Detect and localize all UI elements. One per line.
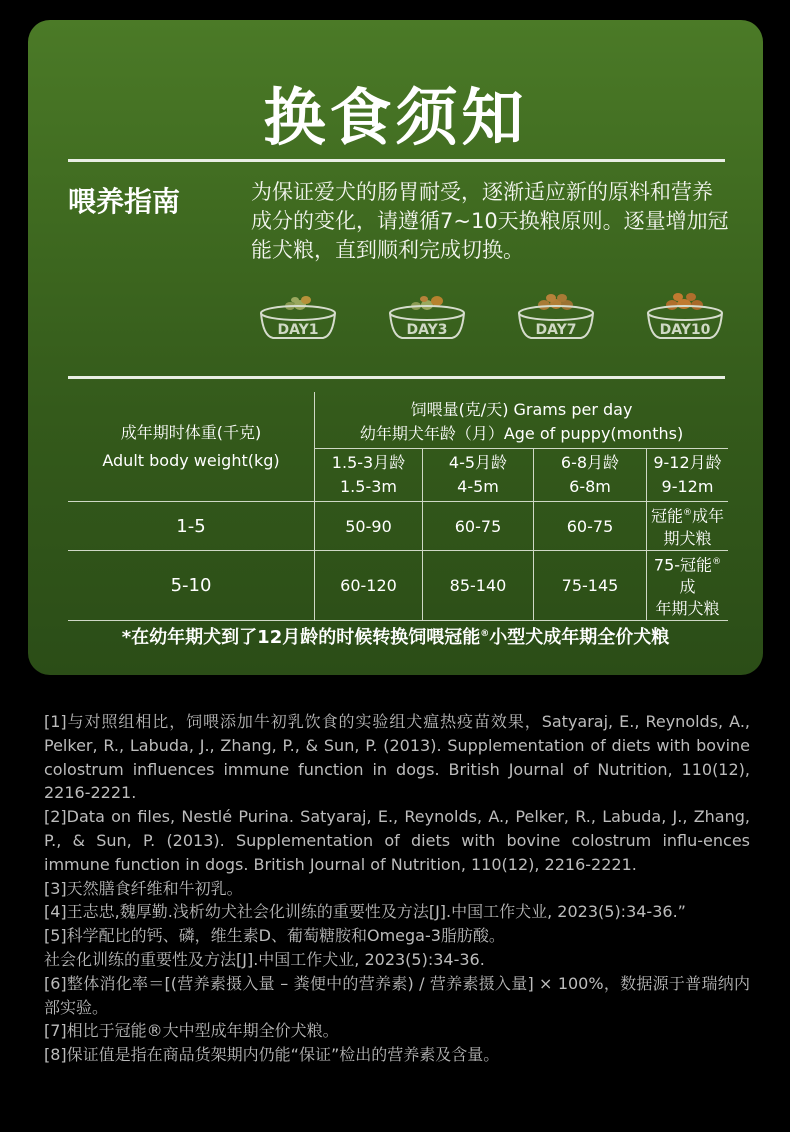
footnote xyxy=(28,623,763,649)
age-en: 9-12m xyxy=(661,477,714,496)
age-cn: 4-5月龄 xyxy=(448,453,508,472)
bowl-icon xyxy=(253,286,343,352)
age-cell xyxy=(647,449,729,502)
reference-item: [4]王志忠,魏厚勤.浅析幼犬社会化训练的重要性及方法[J].中国工作犬业, 2023(5):34-36.” xyxy=(44,902,686,922)
footnote-text: *在幼年期犬到了12月龄的时候转换饲喂冠能 xyxy=(121,627,481,648)
amount-cell: 75-145 xyxy=(534,551,647,621)
age-en: 4-5m xyxy=(457,477,499,496)
age-cn: 1.5-3月龄 xyxy=(331,453,406,472)
product-name: 冠能 xyxy=(650,506,683,526)
weight-cell: 1-5 xyxy=(68,502,315,551)
day-label: DAY10 xyxy=(659,322,711,338)
table-row xyxy=(68,551,728,621)
reference-item: [3]天然膳食纤维和牛初乳。 xyxy=(44,878,243,898)
age-cell xyxy=(534,449,647,502)
age-en: 1.5-3m xyxy=(340,477,397,496)
weight-header-cn: 成年期时体重(千克) xyxy=(120,422,262,442)
table-row xyxy=(68,502,728,551)
reference-item: [2]Data on files, Nestlé Purina. Satyaraj, E., Reynolds, A., Pelker, R., Labuda, J., Zhang, P., & Sun, P. (2013). Supplementation of diets with bovine colostrum influ-ences immune function in dogs. British Journal of Nutrition, 110(12), 2216-2221. xyxy=(44,807,750,874)
bowl-icon xyxy=(511,286,601,352)
product-name-line2: 年期犬粮 xyxy=(655,599,720,619)
age-cn: 6-8月龄 xyxy=(560,453,620,472)
registered-mark: ® xyxy=(480,629,490,639)
amount-cell xyxy=(647,551,729,621)
bowl-icon xyxy=(382,286,472,352)
page-title: 换食须知 xyxy=(263,81,528,154)
age-header-text: 幼年期犬年龄（月）Age of puppy(months) xyxy=(359,424,684,443)
amount-cell: 60-75 xyxy=(534,502,647,551)
reference-item: [1]与对照组相比，饲喂添加牛初乳饮食的实验组犬瘟热疫苗效果，Satyaraj, E., Reynolds, A., Pelker, R., Labuda, J., Zhang, P., & Sun, P. (2013). Supplementation of diets with bovine colostrum influences immune function in dogs. British Journal of Nutrition, 110(12), 2216-2221. xyxy=(44,712,750,803)
age-en: 6-8m xyxy=(569,477,611,496)
registered-mark: ® xyxy=(712,557,722,567)
footnote-text-end: 小型犬成年期全价犬粮 xyxy=(489,627,670,648)
age-cn: 9-12月龄 xyxy=(653,453,722,472)
amount-cell xyxy=(647,502,729,551)
bowl-row xyxy=(249,286,729,352)
references xyxy=(44,710,750,1067)
reference-item: [5]科学配比的钙、磷，维生素D、葡萄糖胺和Omega-3脂肪酸。 xyxy=(44,926,505,946)
reference-item: [6]整体消化率＝[(营养素摄入量 – 粪便中的营养素) / 营养素摄入量] × 100%，数据源于普瑞纳内部实验。 xyxy=(44,973,750,1017)
feeding-table xyxy=(68,392,728,621)
reference-item: 社会化训练的重要性及方法[J].中国工作犬业, 2023(5):34-36. xyxy=(44,949,485,969)
day-label: DAY3 xyxy=(406,322,448,338)
weight-header xyxy=(68,392,315,502)
day-label: DAY1 xyxy=(277,322,319,338)
registered-mark: ® xyxy=(683,508,692,519)
age-cell xyxy=(315,449,423,502)
bowl-icon xyxy=(640,286,730,352)
age-cell xyxy=(423,449,534,502)
amount-header xyxy=(315,392,729,449)
amount-header-text: 饲喂量(克/天) Grams per day xyxy=(410,400,633,419)
product-name: 75-冠能 xyxy=(653,555,713,575)
day-label: DAY7 xyxy=(535,322,577,338)
amount-cell: 60-75 xyxy=(423,502,534,551)
feeding-guide-card xyxy=(28,20,763,675)
product-name-cont: 成 xyxy=(679,577,696,597)
product-name-cont: 成年 xyxy=(692,506,725,526)
weight-cell: 5-10 xyxy=(68,551,315,621)
reference-item: [7]相比于冠能®大中型成年期全价犬粮。 xyxy=(44,1021,339,1041)
guide-label: 喂养指南 xyxy=(68,185,181,218)
amount-cell: 60-120 xyxy=(315,551,423,621)
weight-header-en: Adult body weight(kg) xyxy=(102,450,280,470)
divider xyxy=(68,159,725,162)
amount-cell: 85-140 xyxy=(423,551,534,621)
reference-item: [8]保证值是指在商品货架期内仍能“保证”检出的营养素及含量。 xyxy=(44,1045,500,1065)
divider xyxy=(68,376,725,379)
product-name-line2: 期犬粮 xyxy=(663,528,712,548)
amount-cell: 50-90 xyxy=(315,502,423,551)
guide-text: 为保证爱犬的肠胃耐受，逐渐适应新的原料和营养成分的变化，请遵循7~10天换粮原则。逐量增加冠能犬粮，直到顺利完成切换。 xyxy=(251,180,729,262)
